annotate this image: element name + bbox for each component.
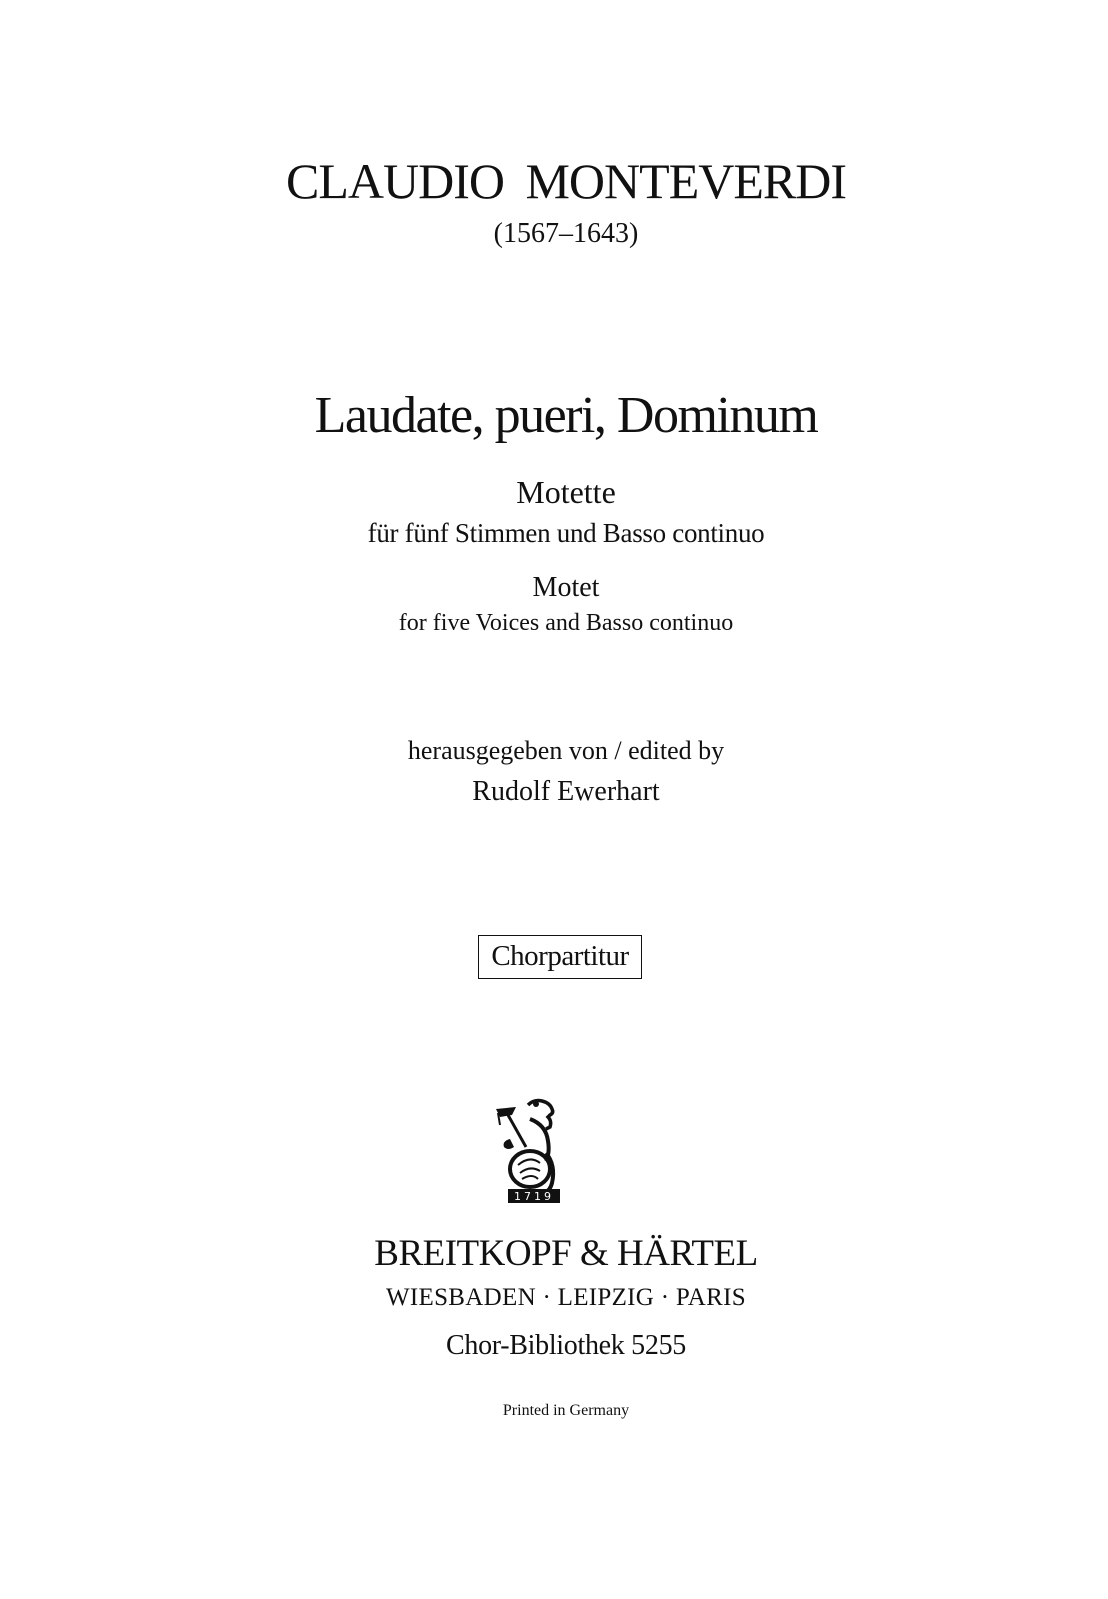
scoring-english: for five Voices and Basso continuo	[398, 610, 734, 636]
edition-type-box	[0, 935, 1108, 979]
publisher-name: BREITKOPF & HÄRTEL	[374, 1233, 758, 1274]
publisher-emblem-icon	[490, 1095, 580, 1205]
genre-german: Motette	[516, 474, 616, 510]
composer-name: CLAUDIO MONTEVERDI	[286, 153, 846, 209]
emblem-year: 1719	[514, 1190, 554, 1203]
scoring-german: für fünf Stimmen und Basso continuo	[367, 518, 765, 548]
printed-in: Printed in Germany	[502, 1402, 630, 1419]
editor-name: Rudolf Ewerhart	[472, 776, 660, 807]
genre-english: Motet	[532, 572, 600, 603]
publisher-cities: WIESBADEN · LEIPZIG · PARIS	[386, 1284, 746, 1311]
edition-type-label: Chorpartitur	[478, 935, 641, 979]
work-title: Laudate, pueri, Dominum	[314, 387, 818, 444]
editor-label: herausgegeben von / edited by	[407, 736, 725, 765]
composer-dates: (1567–1643)	[493, 218, 639, 249]
series-number: Chor-Bibliothek 5255	[446, 1330, 686, 1361]
